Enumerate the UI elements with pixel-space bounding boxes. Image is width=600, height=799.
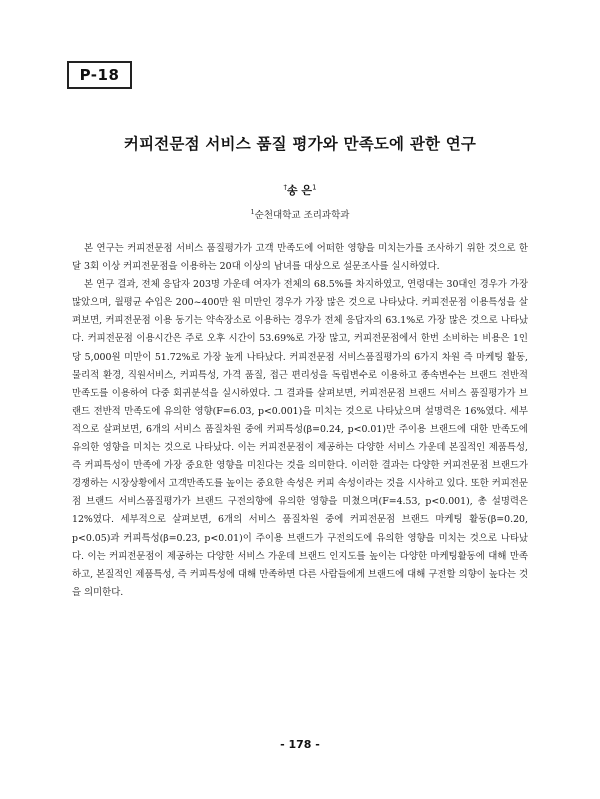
affiliation-mark: 1	[250, 207, 255, 216]
affiliation-text: 순천대학교 조리과학과	[254, 210, 350, 221]
page-number: - 178 -	[280, 738, 320, 751]
affiliation-line	[0, 207, 600, 221]
author-affiliation-mark: 1	[312, 183, 317, 192]
corresponding-author-mark: †	[283, 183, 287, 192]
author-line	[0, 182, 600, 198]
abstract-paragraph: 본 연구는 커피전문점 서비스 품질평가가 고객 만족도에 어떠한 영향을 미치는가를 조사하기 위한 것으로 한 달 3회 이상 커피전문점을 이용하는 20대 이상의 남녀를 대상으로 설문조사를 실시하였다.	[72, 243, 528, 273]
abstract-body	[72, 240, 528, 602]
author-name: 송 은	[286, 184, 313, 197]
paper-title: 커피전문점 서비스 품질 평가와 만족도에 관한 연구	[123, 135, 477, 153]
paper-id-badge: P-18	[67, 61, 132, 89]
abstract-paragraph: 본 연구 결과, 전체 응답자 203명 가운데 여자가 전체의 68.5%를 차지하였고, 연령대는 30대인 경우가 가장 많았으며, 월평균 수입은 200~400만 원 미만인 경우가 가장 많은 것으로 나타났다. 커피전문점 이용특성을 살펴보면, 커피전문점 이용 동기는 약속장소로 이용하는 경우가 전체 응답자의 63.1%로 가장 많은 것으로 나타났다. 커피전문점 이용시간은 주로 오후 시간이 53.69%로 가장 많고, 커피전문점에서 한번 소비하는 비용은 1인당 5,000원 미만이 51.72%로 가장 높게 나타났다. 커피전문점 서비스품질평가의 6가지 차원 즉 마케팅 활동, 물리적 환경, 직원서비스, 커피특성, 가격 품질, 접근 편리성을 독립변수로 이용하고 종속변수는 브랜드 전반적 만족도를 이용하여 다중 회귀분석을 실시하였다. 그 결과를 살펴보면, 커피전문점 브랜드 서비스 품질평가가 브랜드 전반적 만족도에 유의한 영향(F=6.03, p<0.001)을 미치는 것으로 나타났으며 설명력은 16%였다. 세부적으로 살펴보면, 6개의 서비스 품질차원 중에 커피특성(β=0.24, p<0.01)만 주이용 브랜드에 대한 만족도에 유의한 영향을 미치는 것으로 나타났다. 이는 커피전문점이 제공하는 다양한 서비스 가운데 본질적인 제품특성, 즉 커피특성이 만족에 가장 중요한 영향을 미친다는 것을 의미한다. 이러한 결과는 다양한 커피전문점 브랜드가 경쟁하는 시장상황에서 고객만족도를 높이는 중요한 속성은 커피 속성이라는 것을 시사하고 있다. 또한 커피전문점 브랜드 서비스품질평가가 브랜드 구전의향에 유의한 영향을 미쳤으며(F=4.53, p<0.001), 총 설명력은 12%였다. 세부적으로 살펴보면, 6개의 서비스 품질차원 중에 커피전문점 브랜드 마케팅 활동(β=0.20, p<0.05)과 커피특성(β=0.23, p<0.01)이 주이용 브랜드가 구전의도에 유의한 영향을 미치는 것으로 나타났다. 이는 커피전문점이 제공하는 다양한 서비스 가운데 브랜드 인지도를 높이는 다양한 마케팅활동에 대해 만족하고, 본질적인 제품특성, 즉 커피특성에 대해 만족하면 다른 사람들에게 브랜드에 대해 구전할 의향이 높다는 것을 의미한다.	[72, 279, 528, 598]
